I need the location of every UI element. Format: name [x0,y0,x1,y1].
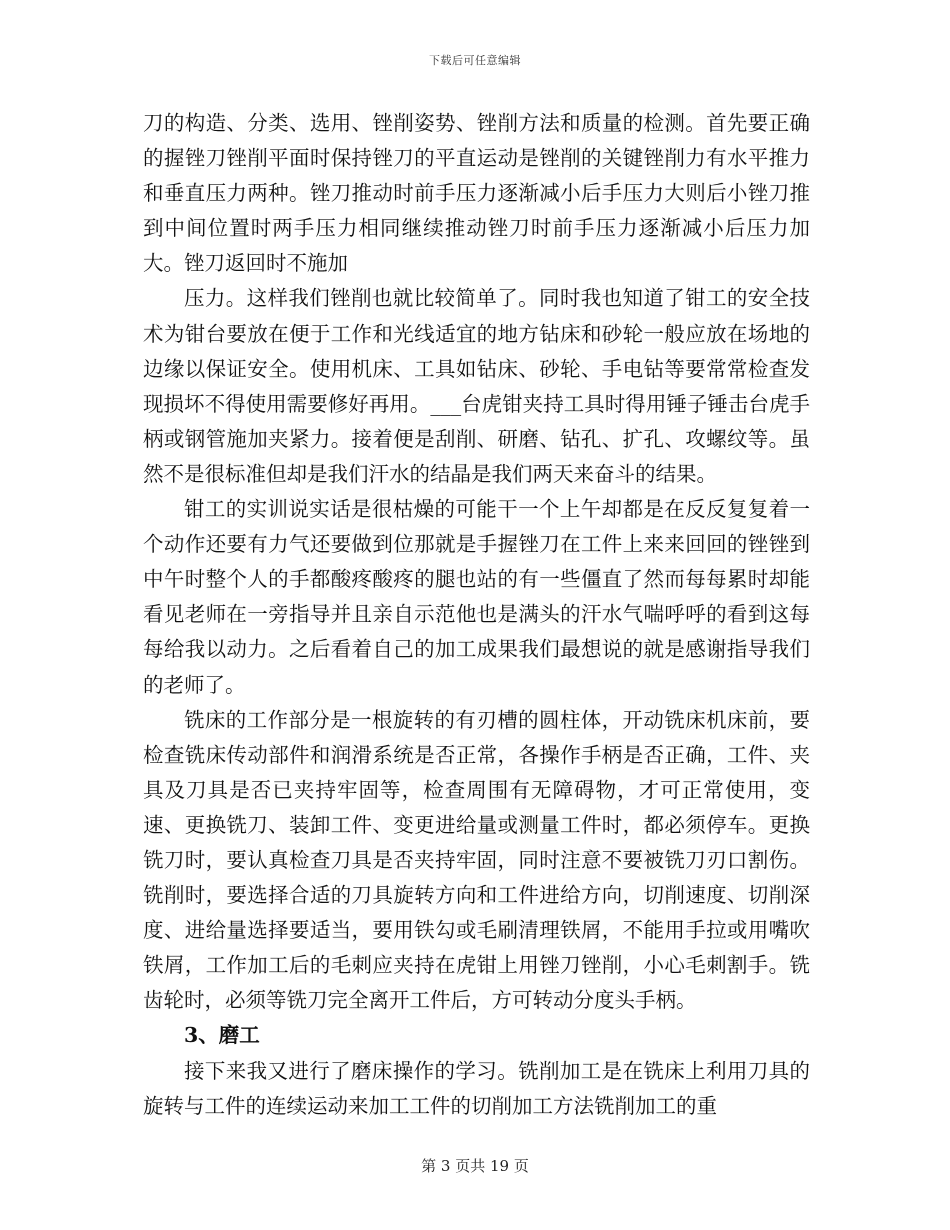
body-paragraph-2: 压力。这样我们锉削也就比较简单了。同时我也知道了钳工的安全技术为钳台要放在便于工作和光线适宜的地方钻床和砂轮一般应放在场地的边缘以保证安全。使用机床、工具如钻床、砂轮、手电钻等要常常检查发现损坏不得使用需要修好再用。___台虎钳夹持工具时得用锤子锤击台虎手柄或钢管施加夹紧力。接着便是刮削、研磨、钻孔、扩孔、攻螺纹等。虽然不是很标准但却是我们汗水的结晶是我们两天来奋斗的结果。 [143,286,810,486]
page-header-note: 下载后可任意编辑 [429,54,521,67]
page-footer-number: 第 3 页共 19 页 [421,1157,529,1175]
document-body [143,106,810,1124]
body-paragraph-3: 钳工的实训说实话是很枯燥的可能干一个上午却都是在反反复复着一个动作还要有力气还要做到位那就是手握锉刀在工件上来来回回的锉锉到中午时整个人的手都酸疼酸疼的腿也站的有一些僵直了然而每每累时却能看见老师在一旁指导并且亲自示范他也是满头的汗水气喘呼呼的看到这每每给我以动力。之后看着自己的加工成果我们最想说的就是感谢指导我们的老师了。 [143,497,810,697]
body-paragraph-4: 铣床的工作部分是一根旋转的有刃槽的圆柱体，开动铣床机床前，要检查铣床传动部件和润滑系统是否正常，各操作手柄是否正确，工件、夹具及刀具是否已夹持牢固等，检查周围有无障碍物，才可正常使用，变速、更换铣刀、装卸工件、变更进给量或测量工件时，都必须停车。更换铣刀时，要认真检查刀具是否夹持牢固，同时注意不要被铣刀刃口割伤。铣削时，要选择合适的刀具旋转方向和工件进给方向，切削速度、切削深度、进给量选择要适当，要用铁勾或毛刷清理铁屑，不能用手拉或用嘴吹铁屑，工作加工后的毛刺应夹持在虎钳上用锉刀锉削，小心毛刺割手。铣齿轮时，必须等铣刀完全离开工件后，方可转动分度头手柄。 [143,707,810,1013]
body-paragraph-1: 刀的构造、分类、选用、锉削姿势、锉削方法和质量的检测。首先要正确的握锉刀锉削平面时保持锉刀的平直运动是锉削的关键锉削力有水平推力和垂直压力两种。锉刀推动时前手压力逐渐减小后手压力大则后小锉刀推到中间位置时两手压力相同继续推动锉刀时前手压力逐渐减小后压力加大。锉刀返回时不施加 [143,111,810,276]
body-paragraph-5: 接下来我又进行了磨床操作的学习。铣削加工是在铣床上利用刀具的旋转与工件的连续运动来加工工件的切削加工方法铣削加工的重 [143,1058,810,1118]
section-heading-grinding: 3、磨工 [184,1023,260,1048]
